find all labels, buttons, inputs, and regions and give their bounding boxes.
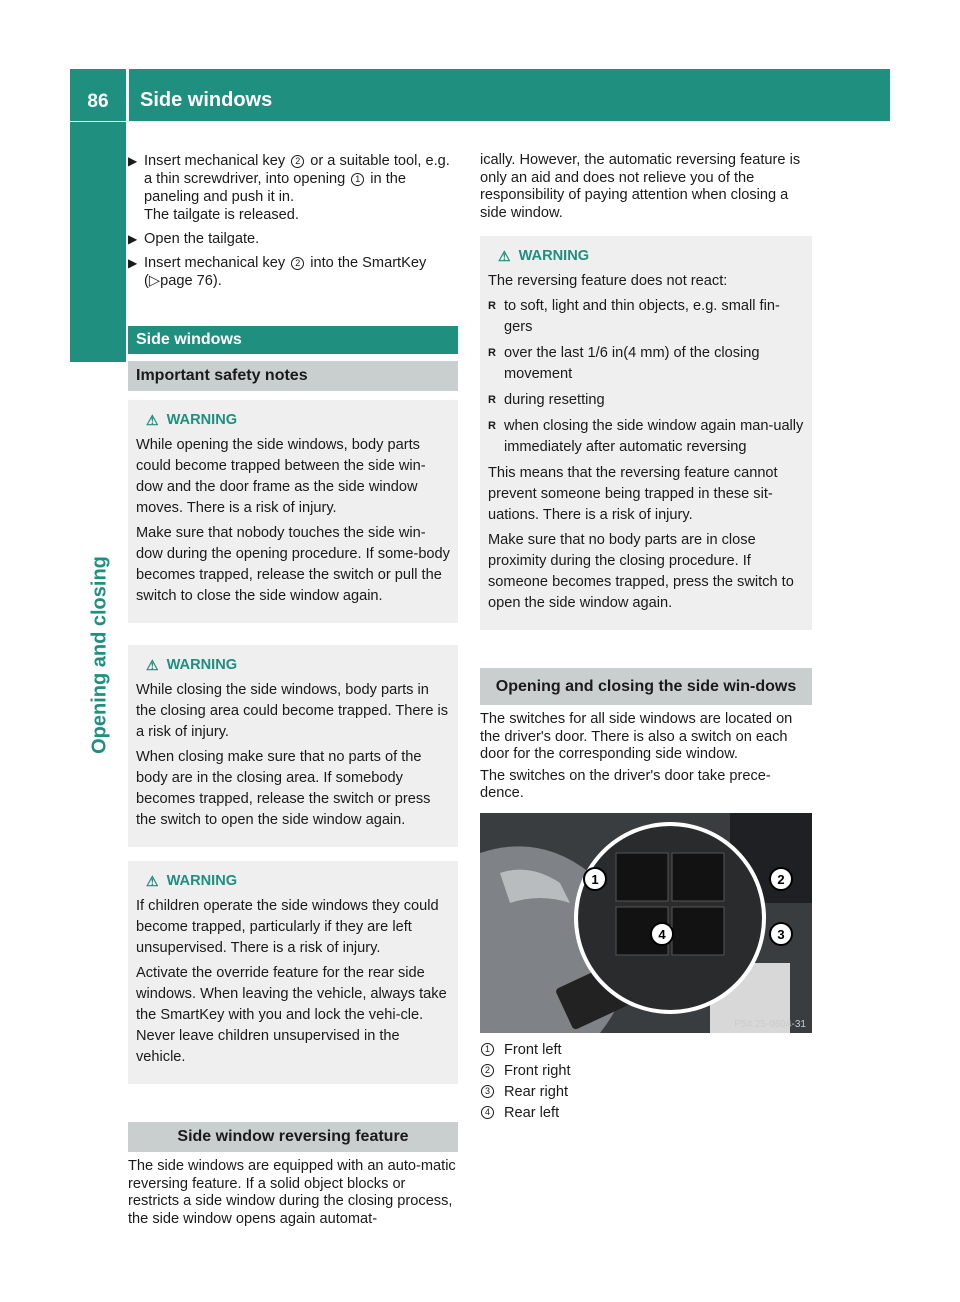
list-item: R during resetting [488,390,804,411]
warning-icon: ⚠ [146,657,159,673]
warning-text: Make sure that nobody touches the side win-dow during the opening procedure. If some-body becomes trapped, release the switch or pull the switch to close the side window again. [136,525,450,604]
warning-box [128,400,458,623]
step-text-part: Insert mechanical key [144,255,290,271]
side-tab-label: Opening and closing [88,556,111,754]
legend-number: 2 [481,1064,494,1077]
left-column [128,152,458,1228]
callout-4 [651,923,673,945]
body-text: The side windows are equipped with an auto-matic reversing feature. If a solid object blocks or restricts a side window during the closing process, the side window opens again automat- [128,1158,456,1227]
step-text [144,254,458,290]
arrow-icon: ▶ [128,154,138,168]
legend-label: Rear left [504,1104,560,1121]
subsection-heading: Important safety notes [128,361,458,391]
legend-number: 4 [481,1106,494,1119]
instruction-step [128,152,458,224]
door-switch-photo [480,813,812,1033]
arrow-icon: ▶ [128,256,138,270]
body-text: The switches on the driver's door take prece-dence. [480,767,771,801]
photo-code: P54.25-9604-31 [734,1018,806,1030]
warning-text: Make sure that no body parts are in close proximity during the closing procedure. If someone becomes trapped, press the switch to open the side window again. [488,532,794,611]
warning-text: When closing make sure that no parts of the body are in the closing area. If somebody becomes trapped, release the switch or press the switch to open the side window again. [136,749,431,828]
page-pointer-icon: ▷ [148,273,161,289]
list-item: R when closing the side window again man-ually immediately after automatic reversing [488,416,804,458]
warning-label: WARNING [166,873,238,889]
warning-label: WARNING [166,657,238,673]
step-text-part: into the SmartKey ( [144,255,427,289]
step-text: Open the tailgate. [144,231,260,247]
legend-item [480,1062,812,1080]
legend-number: 3 [481,1085,494,1098]
subsection-heading: Side window reversing feature [128,1122,458,1152]
page-number: 86 [70,69,126,121]
warning-box [480,236,812,630]
warning-header [136,655,450,676]
section-heading: Side windows [128,326,458,354]
warning-header [488,246,804,267]
step-result: The tailgate is released. [144,207,299,223]
warning-text: The reversing feature does not react: [488,273,728,289]
callout-2 [770,868,792,890]
body-text: The switches for all side windows are located on the driver's door. There is also a switch on each door for the corresponding side window. [480,711,793,762]
warning-label: WARNING [518,248,590,264]
warning-header [136,871,450,892]
svg-text:3: 3 [777,926,785,942]
legend-item [480,1104,812,1122]
legend-label: Front left [504,1041,562,1058]
step-text-part: in the paneling and push it in. [144,171,407,205]
instruction-step [128,254,458,290]
warning-icon: ⚠ [146,412,159,428]
warning-text: Activate the override feature for the rear side windows. When leaving the vehicle, always take the SmartKey with you and lock the vehi-cle. Never leave children unsupervised in the vehicle. [136,965,447,1065]
legend-item [480,1041,812,1059]
step-text-part: or a suitable tool, e.g. a thin screwdriver, into opening [144,153,450,187]
subsection-heading: Opening and closing the side win-dows [480,668,812,705]
warning-icon: ⚠ [498,248,511,264]
callout-3 [770,923,792,945]
legend-item [480,1083,812,1101]
warning-list [488,296,804,458]
svg-text:2: 2 [777,871,785,887]
page-title: Side windows [129,69,890,121]
warning-header [136,410,450,431]
warning-text: If children operate the side windows they could become trapped, particularly if they are left unsupervised. There is a risk of injury. [136,898,439,956]
side-tab-strip [70,122,126,362]
step-text [144,152,458,206]
body-text: ically. However, the automatic reversing feature is only an aid and does not relieve you of the responsibility of paying attention when closing a side window. [480,152,801,221]
warning-text: While opening the side windows, body parts could become trapped between the side win-dow and the door frame as the side window moves. There is a risk of injury. [136,437,426,516]
svg-text:1: 1 [591,871,599,887]
legend [480,1041,812,1122]
list-item: R to soft, light and thin objects, e.g. small fin-gers [488,296,804,338]
legend-label: Front right [504,1062,571,1079]
warning-box [128,645,458,847]
legend-label: Rear right [504,1083,569,1100]
svg-text:4: 4 [658,926,666,942]
page-reference-link[interactable]: page 76). [160,273,222,289]
instruction-step [128,230,458,248]
legend-number: 1 [481,1043,494,1056]
warning-box [128,861,458,1084]
callout-1 [584,868,606,890]
right-column [480,152,812,1125]
warning-text: This means that the reversing feature cannot prevent someone being trapped in these sit-uations. There is a risk of injury. [488,465,778,523]
warning-label: WARNING [166,412,238,428]
callout-ref: 1 [351,173,364,186]
step-text-part: Insert mechanical key [144,153,290,169]
list-item: R over the last 1/6 in(4 mm) of the closing movement [488,343,804,385]
callout-ref: 2 [291,257,304,270]
callout-ref: 2 [291,155,304,168]
warning-text: While closing the side windows, body parts in the closing area could become trapped. There is a risk of injury. [136,682,449,740]
warning-icon: ⚠ [146,873,159,889]
arrow-icon: ▶ [128,232,138,246]
